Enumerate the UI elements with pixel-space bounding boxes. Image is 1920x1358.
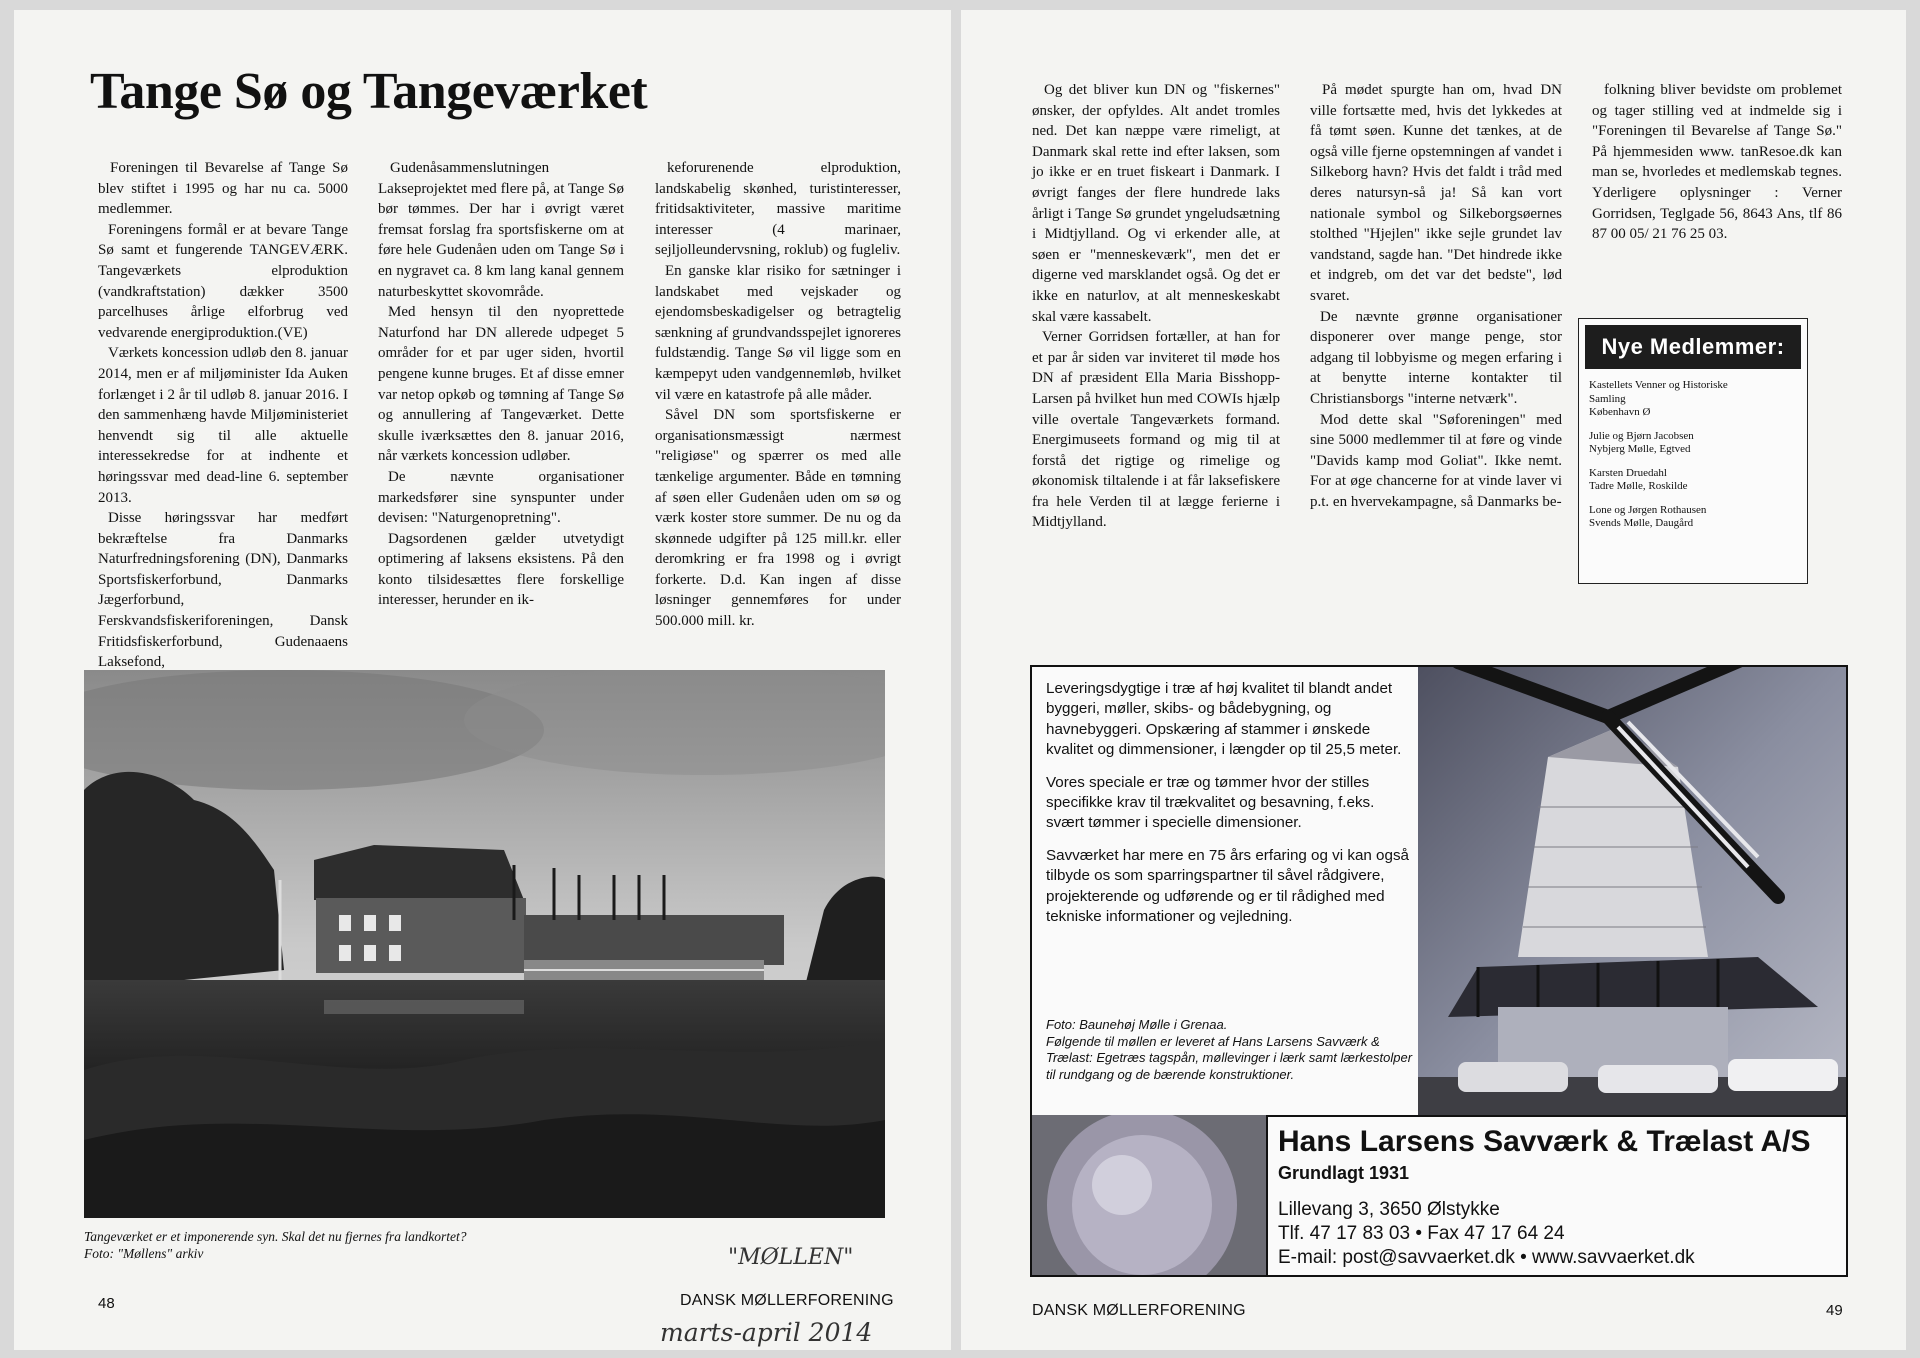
footer-right: DANSK MØLLERFORENING: [1032, 1302, 1246, 1319]
handwritten-note-bottom: marts-april 2014: [660, 1318, 873, 1347]
company-address: Lillevang 3, 3650 Ølstykke: [1278, 1199, 1500, 1220]
member-line: Kastellets Venner og Historiske: [1589, 379, 1728, 391]
page-number-left: 48: [98, 1295, 115, 1312]
member-line: Svends Mølle, Daugård: [1589, 517, 1694, 529]
handwritten-note-top: "MØLLEN": [728, 1245, 854, 1270]
page-number-right: 49: [1826, 1302, 1843, 1319]
ad-photo-credit: [1046, 1017, 1416, 1083]
member-entry: [1589, 430, 1797, 457]
paragraph: folkning bliver bevidste om problemet og tager stilling ved at indmelde sig i "Foreningen til Bevarelse af Tange Sø." På hjemmesiden www. tanResoe.dk kan man se, hvorledes et medlemskab tegnes. Yderligere oplysninger : Verner Gorridsen, Teglgade 56, 8643 Ans, tlf 86 87 00 05/ 21 76 25 03.: [1592, 82, 1842, 243]
company-founded: Grundlagt 1931: [1278, 1163, 1410, 1183]
left-column-3: [655, 158, 901, 632]
paragraph: Værkets koncession udløb den 8. januar 2014, men er af miljøminister Ida Auken forlænget i 2 år til udløb 8. januar 2016. I den sammenhæng havde Miljøministeriet henvendt sig til alle aktuelle interessekredse for at indhente et høringssvar med dead-line 6. september 2013.: [98, 345, 348, 506]
member-entry: [1589, 504, 1797, 531]
member-line: Nybjerg Mølle, Egtved: [1589, 443, 1691, 455]
paragraph: Disse høringssvar har medført bekræftelse fra Danmarks Naturfredningsforening (DN), Danmarks Sportsfiskerforbund, Danmarks Jægerforbund, Ferskvandsfiskeriforeningen, Dansk Fritidsfiskerforbund, Gudenaaens Laksefond,: [98, 510, 348, 671]
paragraph: En ganske klar risiko for sætninger i landskabet med vejskader og ejendomsbeskadigelser og betragtelig sænkning af grundvandsspejlet ignoreres fuldstændig. Tange Sø vil ligge som en kæmpepyt uden vandgennemløb, hvilket vil være en katastrofe på alle måder.: [655, 262, 901, 403]
paragraph: De nævnte grønne organisationer disponerer over mange penge, stor adgang til lobbyisme og megen erfaring i at benytte interne kontakter til Christiansborgs "interne netværk".: [1310, 308, 1562, 407]
paragraph: Gudenåsammenslutningen Lakseprojektet med flere på, at Tange Sø bør tømmes. Der har i øvrigt været fremsat forslag fra sportsfiskerne om at føre hele Gudenåen uden om Tange Sø i en nygravet ca. 8 km lang kanal gennem naturbeskyttet skovområde.: [378, 160, 624, 300]
member-line: Julie og Bjørn Jacobsen: [1589, 429, 1694, 442]
paragraph: Verner Gorridsen fortæller, at han for et par år siden var inviteret til møde hos DN af præsident Ella Maria Bisshopp-Larsen på hvilket hun med COWIs hjælp ville overtale Tangeværkets formand. Energimuseets formand og mig til at forstå det rigtige og rimelige og økonomisk tiltalende i at får laksefiskere fra hele Verden til at lægge ferierne i Midtjylland.: [1032, 329, 1280, 531]
right-column-3: [1592, 80, 1842, 245]
member-line: Tadre Mølle, Roskilde: [1589, 480, 1688, 492]
paragraph: Mod dette skal "Søforeningen" med sine 5000 medlemmer til at føre og vinde "Davids kamp mod Goliat". Ikke nemt. For at øge chancerne for at vinde laver vi p.t. en hvervekampagne, så Danmarks be-: [1310, 411, 1562, 510]
right-column-2: [1310, 80, 1562, 512]
ad-paragraph: Vores speciale er træ og tømmer hvor der stilles specifikke krav til trækvalitet og besavning, f.eks. svært tømmer i specielle dimensioner.: [1046, 773, 1375, 832]
member-line: Karsten Druedahl: [1589, 466, 1667, 479]
member-entry: [1589, 467, 1797, 494]
company-contact: E-mail: post@savvaerket.dk • www.savvaerket.dk: [1278, 1247, 1695, 1268]
paragraph: keforurenende elproduktion, landskabelig skønhed, turistinteresser, fritidsaktiviteter, massive maritime interesser (4 marinaer, sejljolleundervsning, roklub) og fugleliv.: [655, 160, 901, 259]
paragraph: Foreningen til Bevarelse af Tange Sø blev stiftet i 1995 og har nu ca. 5000 medlemmer.: [98, 160, 348, 218]
credit-line: Foto: Baunehøj Mølle i Grenaa.: [1046, 1017, 1228, 1032]
company-info: [1266, 1115, 1848, 1277]
member-entry: [1589, 379, 1797, 420]
left-column-2: [378, 158, 624, 611]
paragraph: Og det bliver kun DN og "fiskernes" ønsker, der opfyldes. Alt andet tromles ned. Det kan næppe være rimeligt, at Danmark skal rette ind efter laksen, som jo ikke er en truet fiskeart i Danmark. I øvrigt fanges der flere hundrede laks årligt i Tange Sø grundet yngeludsætning i Midtjylland. Og vi erkender alle, at søen er "menneskeværk", men det er digerne ved marsklandet også. Og det er ikke en naturlov, at alt menneskeskabt skal være kassabelt.: [1032, 82, 1280, 325]
new-members-heading: Nye Medlemmer:: [1585, 325, 1801, 369]
paragraph: Med hensyn til den nyoprettede Naturfond har DN allerede udpeget 5 områder for et par uger siden, hvortil pengene kunne bruges. Et af disse emner var netop opkøb og tømning af Tange Sø og annullering af Tangeværket. Dette skulle iværksættes den 8. januar 2016, når værkets koncession udløber.: [378, 304, 624, 465]
lens-graphic: [1032, 1115, 1266, 1275]
paragraph: På mødet spurgte han om, hvad DN ville fortsætte med, hvis det lykkedes at få tømt søen. Kunne det tænkes, at de også ville fjerne opstemningen af vandet i Silkeborg havn? Hvis det faldt i tråd med deres natursyn-så ja! Så kan vort nationale symbol og Silkeborgsøernes stolthed "Hjejlen" ikke sejle grundet lav vandstand, sagde han. "Det hindrede ikke et indgreb, om det var det bedste", lød svaret.: [1310, 82, 1562, 304]
member-line: Lone og Jørgen Rothausen: [1589, 503, 1707, 516]
ad-paragraph: Leveringsdygtige i træ af høj kvalitet til blandt andet byggeri, møller, skibs- og bådebygning, og havnebyggeri. Opskæring af stammer i ønskede kvalitet og dimmensioner, i længder op til 25,5 meter.: [1046, 680, 1402, 759]
tangevaerket-photo: [84, 670, 885, 1218]
paragraph: Foreningens formål er at bevare Tange Sø samt et fungerende TANGEVÆRK. Tangeværkets elproduktion (vandkraftstation) dækker 3500 parcelhuses årlige elforbrug ved vedvarende energiproduktion.(VE): [98, 221, 348, 341]
member-line: København Ø: [1589, 406, 1651, 418]
left-column-1: [98, 158, 348, 673]
caption-credit: Foto: "Møllens" arkiv: [84, 1246, 204, 1261]
credit-line: Følgende til møllen er leveret af Hans Larsens Savværk & Trælast: Egetræs tagspån, møllevinger i lærk samt lærkestolper til rundgang og de bærende konstruktioner.: [1046, 1033, 1413, 1082]
caption-line: Tangeværket er et imponerende syn. Skal det nu fjernes fra landkortet?: [84, 1229, 467, 1244]
paragraph: Såvel DN som sportsfiskerne er organisationsmæssigt nærmest "religiøse" og spærrer os med alle tænkelige argumenter. Både en tømning af søen eller Gudenåen uden om sø og værk koster store summer. De nu og da skønnede udgifter på 125 mill.kr. eller deromkring er fra 1998 og i øvrigt forkerte. D.d. Kan ingen af disse løsninger gennemføres for under 500.000 mill. kr.: [655, 407, 901, 630]
savvaerk-advertisement: [1030, 665, 1848, 1277]
paragraph: Dagsordenen gælder utvetydigt optimering af laksens eksistens. På den konto tilsidesættes flere forskellige interesser, herunder en ik-: [378, 530, 624, 609]
paragraph: De nævnte organisationer markedsfører sine synspunter under devisen: "Naturgenopretning".: [378, 468, 624, 527]
windmill-photo: [1418, 667, 1846, 1115]
ad-body: [1046, 679, 1416, 939]
article-title: Tange Sø og Tangeværket: [90, 63, 648, 120]
member-line: Samling: [1589, 392, 1626, 405]
footer-left: DANSK MØLLERFORENING: [680, 1292, 894, 1309]
ad-paragraph: Savværket har mere en 75 års erfaring og vi kan også tilbyde os som sparringspartner til såvel rådgivere, projekterende og udførende og er til rådighed med tekniske informationer og vejledning.: [1046, 846, 1409, 926]
photo-caption: [84, 1228, 467, 1262]
company-name: Hans Larsens Savværk & Trælast A/S: [1278, 1125, 1811, 1158]
new-members-box: [1578, 318, 1808, 584]
company-phone: Tlf. 47 17 83 03 • Fax 47 17 64 24: [1278, 1223, 1565, 1244]
right-column-1: [1032, 80, 1280, 533]
